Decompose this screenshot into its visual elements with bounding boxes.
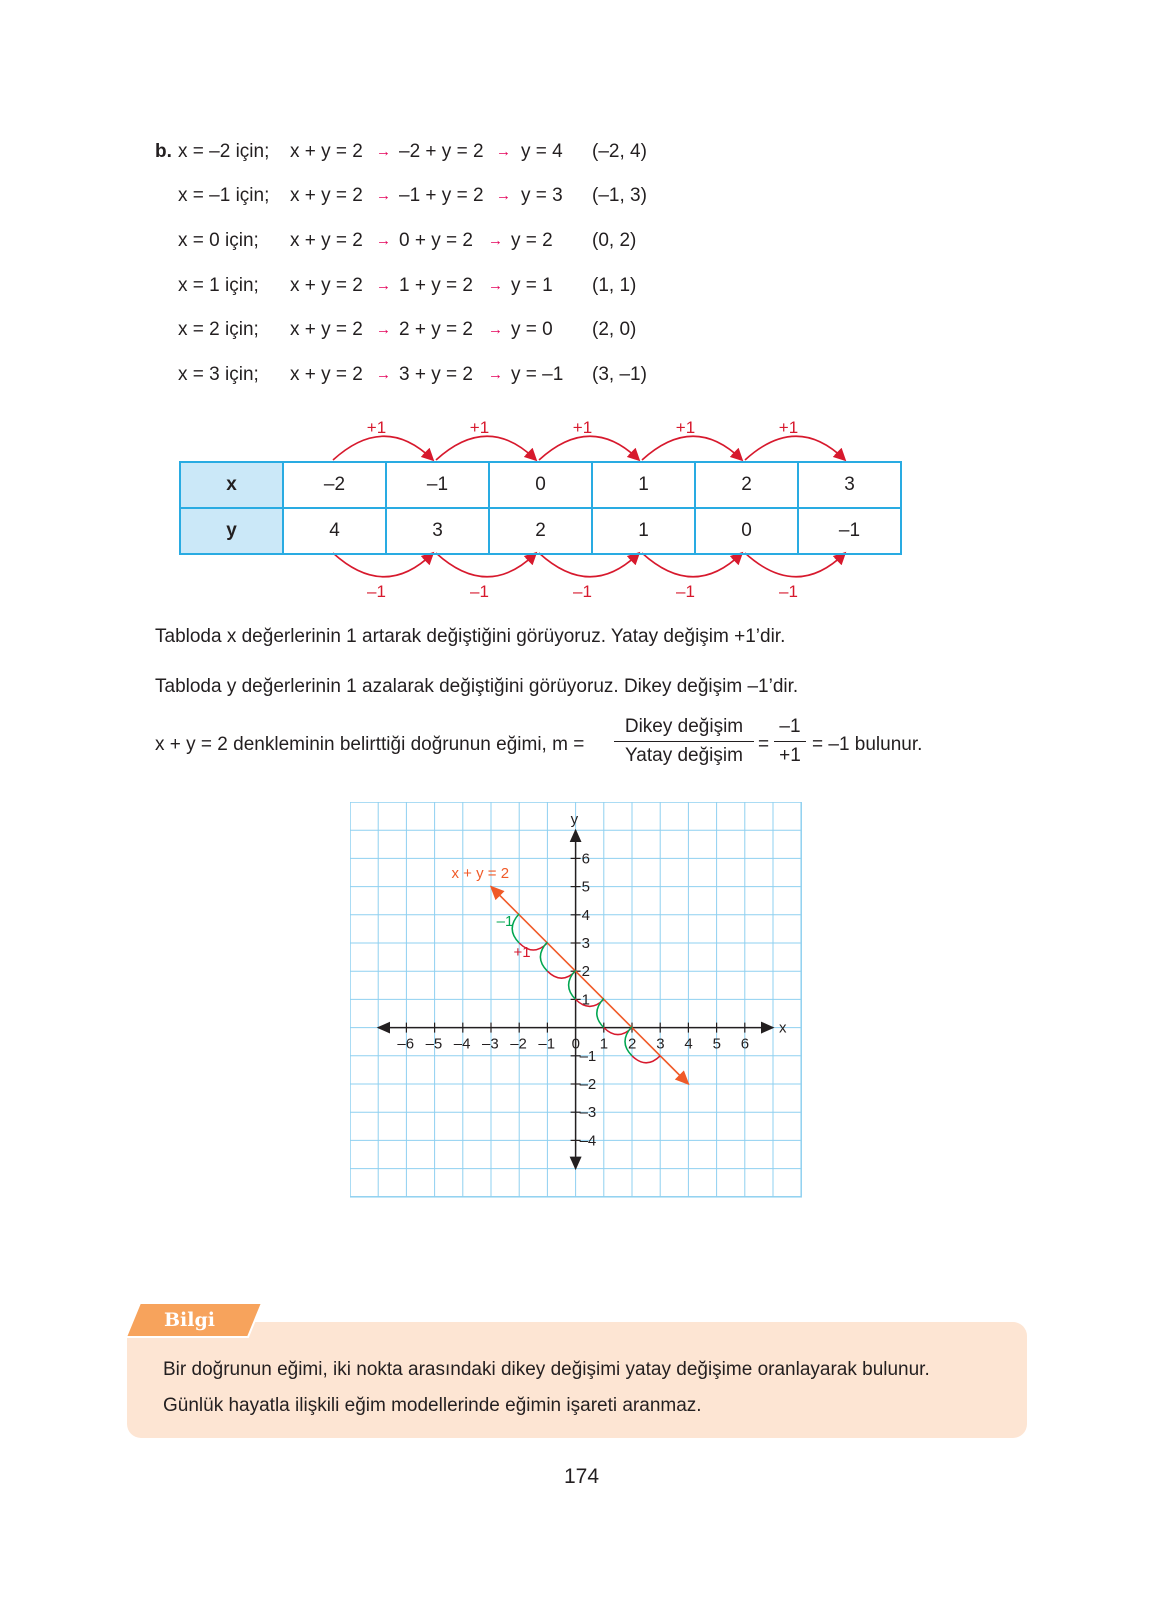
slope-fraction-words <box>614 716 754 767</box>
arrow-icon: → <box>488 277 503 294</box>
arrow-icon: → <box>376 232 391 249</box>
fraction-denominator: Yatay değişim <box>625 745 743 766</box>
equation-result: y = 0 <box>511 319 553 340</box>
bottom-change-arcs <box>333 553 844 600</box>
change-label: –1 <box>779 582 798 600</box>
x-tick-label: 4 <box>684 1035 693 1053</box>
change-label: +1 <box>778 418 799 437</box>
equation-step: 2 + y = 2 <box>399 319 473 340</box>
change-label: +1 <box>469 418 490 437</box>
coordinate-graph <box>350 802 810 1202</box>
table-cell: 0 <box>489 462 592 508</box>
table-header-x: x <box>180 462 283 508</box>
arrow-icon: → <box>376 366 391 383</box>
y-tick-label: 6 <box>581 850 590 868</box>
run-label: +1 <box>513 944 531 962</box>
arrow-icon: → <box>376 143 391 160</box>
table-cell: 3 <box>386 508 489 554</box>
equation-step: 0 + y = 2 <box>399 230 473 251</box>
increase-arc <box>745 436 844 460</box>
equation-result: y = 1 <box>511 275 553 296</box>
part-label: b. <box>155 141 172 162</box>
equation-step: x + y = 2 <box>290 364 363 385</box>
equation-condition: x = –2 için; <box>178 141 270 162</box>
x-tick-label: –3 <box>482 1035 499 1053</box>
table-cell: –1 <box>386 462 489 508</box>
x-tick-label: –2 <box>510 1035 527 1053</box>
y-tick-label: –3 <box>579 1104 597 1122</box>
equation-step: –2 + y = 2 <box>399 141 484 162</box>
slope-suffix: = –1 bulunur. <box>812 734 923 755</box>
arrow-icon: → <box>496 143 511 160</box>
x-tick-label: 6 <box>740 1035 750 1053</box>
equation-condition: x = 3 için; <box>178 364 259 385</box>
line-label: x + y = 2 <box>451 865 510 883</box>
increase-arc <box>642 436 741 460</box>
value-table <box>179 461 902 555</box>
equation-step: x + y = 2 <box>290 275 363 296</box>
equation-point: (3, –1) <box>592 364 647 385</box>
equation-point: (–1, 3) <box>592 185 647 206</box>
x-tick-label: 0 <box>571 1035 580 1053</box>
x-tick-label: 5 <box>712 1035 721 1053</box>
arrow-icon: → <box>376 321 391 338</box>
decrease-arc <box>642 553 741 577</box>
equation-step: x + y = 2 <box>290 141 363 162</box>
table-header-y: y <box>180 508 283 554</box>
table-row-x <box>180 462 901 508</box>
table-cell: 3 <box>798 462 901 508</box>
change-label: +1 <box>366 418 387 437</box>
arrow-icon: → <box>488 321 503 338</box>
table-row-y <box>180 508 901 554</box>
x-tick-label: –4 <box>453 1035 471 1053</box>
table-cell: 4 <box>283 508 386 554</box>
vertical-change-text: Tabloda y değerlerinin 1 azalarak değiştiğini görüyoruz. Dikey değişim –1’dir. <box>155 676 799 697</box>
table-cell: 0 <box>695 508 798 554</box>
decrease-arc <box>539 553 638 577</box>
equation-result: y = 4 <box>521 141 563 162</box>
table-cell: 1 <box>592 462 695 508</box>
table-cell: –1 <box>798 508 901 554</box>
equation-result: y = 3 <box>521 185 563 206</box>
change-label: –1 <box>573 582 592 600</box>
equation-result: y = –1 <box>511 364 564 385</box>
arrow-icon: → <box>496 187 511 204</box>
y-tick-label: –1 <box>579 1047 597 1065</box>
x-tick-label: –6 <box>397 1035 415 1053</box>
equation-result: y = 2 <box>511 230 553 251</box>
increase-arc <box>333 436 432 460</box>
change-label: –1 <box>367 582 386 600</box>
equation-step: 1 + y = 2 <box>399 275 473 296</box>
horizontal-change-text: Tabloda x değerlerinin 1 artarak değiştiğini görüyoruz. Yatay değişim +1’dir. <box>155 626 786 647</box>
x-tick-label: 3 <box>656 1035 665 1053</box>
y-tick-label: 5 <box>581 878 590 896</box>
table-cell: 1 <box>592 508 695 554</box>
x-tick-label: 1 <box>599 1035 609 1053</box>
increase-arc <box>539 436 638 460</box>
equation-point: (2, 0) <box>592 319 637 340</box>
equation-condition: x = 1 için; <box>178 275 259 296</box>
equals-sign: = <box>758 734 770 755</box>
arrow-icon: → <box>488 232 503 249</box>
equation-point: (0, 2) <box>592 230 637 251</box>
y-tick-label: –4 <box>579 1132 597 1150</box>
equation-point: (–2, 4) <box>592 141 647 162</box>
table-cell: 2 <box>489 508 592 554</box>
decrease-arc <box>745 553 844 577</box>
equation-step: x + y = 2 <box>290 230 363 251</box>
arrow-icon: → <box>488 366 503 383</box>
page-number: 174 <box>563 1465 600 1488</box>
arrow-icon: → <box>376 187 391 204</box>
arrow-icon: → <box>376 277 391 294</box>
equation-step: 3 + y = 2 <box>399 364 473 385</box>
equation-condition: x = 2 için; <box>178 319 259 340</box>
equation-step: x + y = 2 <box>290 185 363 206</box>
equation-point: (1, 1) <box>592 275 637 296</box>
table-cell: –2 <box>283 462 386 508</box>
decrease-arc <box>436 553 535 577</box>
rise-label: –1 <box>496 913 514 931</box>
x-tick-label: –5 <box>425 1035 443 1053</box>
equation-condition: x = –1 için; <box>178 185 270 206</box>
y-tick-label: –2 <box>579 1076 597 1093</box>
decrease-arc <box>333 553 432 577</box>
table-cell: 2 <box>695 462 798 508</box>
y-tick-label: 2 <box>581 963 590 981</box>
x-tick-label: –1 <box>538 1035 556 1053</box>
change-label: +1 <box>572 418 593 437</box>
change-label: +1 <box>675 418 696 437</box>
change-label: –1 <box>470 582 489 600</box>
fraction-denominator: +1 <box>779 745 801 766</box>
fraction-numerator: Dikey değişim <box>614 716 754 742</box>
equation-step: x + y = 2 <box>290 319 363 340</box>
y-tick-label: 1 <box>581 991 590 1009</box>
change-label: –1 <box>676 582 695 600</box>
fraction-numerator: –1 <box>774 716 806 742</box>
x-axis-label: x <box>779 1019 787 1037</box>
equation-step: –1 + y = 2 <box>399 185 484 206</box>
y-tick-label: 4 <box>581 906 590 924</box>
equation-condition: x = 0 için; <box>178 230 259 251</box>
x-tick-label: 2 <box>628 1035 637 1053</box>
y-axis-label: y <box>570 811 579 829</box>
y-tick-label: 3 <box>581 935 590 952</box>
info-text-line: Günlük hayatla ilişkili eğim modellerinde eğimin işareti aranmaz. <box>163 1395 702 1416</box>
info-tab-label: Bilgi <box>164 1309 215 1331</box>
info-text-line: Bir doğrunun eğimi, iki nokta arasındaki dikey değişimi yatay değişime oranlayarak bulunur. <box>163 1359 930 1380</box>
top-change-arcs <box>333 418 844 460</box>
slope-fraction-values <box>774 716 806 767</box>
increase-arc <box>436 436 535 460</box>
slope-prefix: x + y = 2 denkleminin belirttiği doğrunun eğimi, m = <box>155 734 585 755</box>
